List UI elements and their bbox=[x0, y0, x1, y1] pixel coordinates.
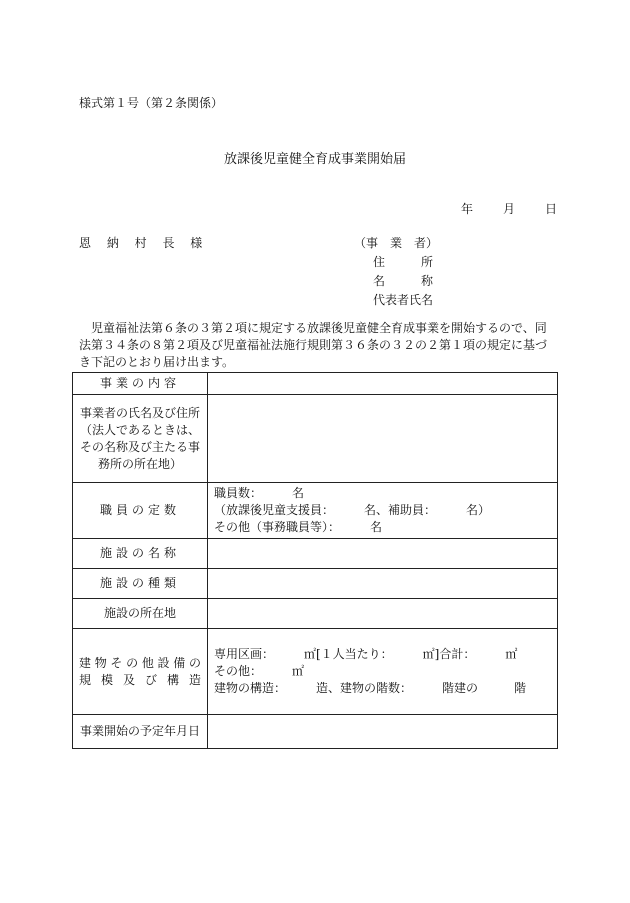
operator-heading: （事 業 者） bbox=[354, 236, 439, 250]
operator-address-label: 住 所 bbox=[373, 255, 434, 269]
dedicated-area-line: 専用区画： ㎡[１人当たり： ㎡]合計： ㎡ bbox=[214, 647, 518, 661]
building-label-line2: 規模及び構造 bbox=[79, 672, 201, 687]
operator-block bbox=[354, 234, 438, 310]
label-operator-info: 事業者の氏名及び住所（法人であるときは、その名称及び主たる事務所の所在地） bbox=[73, 395, 208, 483]
table-row bbox=[73, 599, 558, 629]
building-label-line1: 建物その他設備の bbox=[79, 655, 201, 670]
field-facility-type[interactable] bbox=[208, 569, 558, 599]
label-building-scale bbox=[73, 629, 208, 715]
table-row bbox=[73, 373, 558, 395]
other-area-line: その他： ㎡ bbox=[214, 664, 305, 678]
table-row bbox=[73, 483, 558, 539]
table-row bbox=[73, 395, 558, 483]
label-facility-name: 施設の名称 bbox=[73, 539, 208, 569]
field-start-date[interactable] bbox=[208, 715, 558, 749]
field-business-content[interactable] bbox=[208, 373, 558, 395]
staff-other-line: その他（事務職員等）： 名 bbox=[214, 520, 383, 534]
field-facility-location[interactable] bbox=[208, 599, 558, 629]
document-title: 放課後児童健全育成事業開始届 bbox=[223, 152, 406, 167]
building-structure-line: 建物の構造： 造、建物の階数： 階建の 階 bbox=[214, 681, 527, 695]
date-year: 年 bbox=[461, 202, 474, 216]
addressee: 恩 納 村 長 様 bbox=[79, 236, 209, 250]
label-staff-quota: 職員の定数 bbox=[73, 483, 208, 539]
form-number: 様式第１号（第２条関係） bbox=[79, 96, 224, 110]
label-start-date: 事業開始の予定年月日 bbox=[73, 715, 208, 749]
date-day: 日 bbox=[545, 202, 558, 216]
field-operator-info[interactable] bbox=[208, 395, 558, 483]
operator-name-label: 名 称 bbox=[373, 274, 434, 288]
table-row bbox=[73, 569, 558, 599]
field-staff-quota[interactable] bbox=[208, 483, 558, 539]
field-building-scale[interactable] bbox=[208, 629, 558, 715]
operator-representative-label: 代表者氏名 bbox=[373, 293, 434, 307]
label-facility-type: 施設の種類 bbox=[73, 569, 208, 599]
label-facility-location: 施設の所在地 bbox=[73, 599, 208, 629]
date-month: 月 bbox=[503, 202, 516, 216]
notification-table bbox=[72, 372, 558, 749]
field-facility-name[interactable] bbox=[208, 539, 558, 569]
table-row bbox=[73, 539, 558, 569]
table-row bbox=[73, 715, 558, 749]
body-paragraph: 児童福祉法第６条の３第２項に規定する放課後児童健全育成事業を開始するので、同法第３４条の８第２項及び児童福祉法施行規則第３６条の３２の２第１項の規定に基づき下記のとおり届け出ます。 bbox=[79, 321, 548, 369]
date-line bbox=[461, 200, 557, 217]
staff-count-line: 職員数： 名 bbox=[214, 486, 305, 500]
label-business-content: 事業の内容 bbox=[73, 373, 208, 395]
table-row bbox=[73, 629, 558, 715]
staff-breakdown-line: （放課後児童支援員： 名、補助員： 名） bbox=[214, 503, 491, 517]
